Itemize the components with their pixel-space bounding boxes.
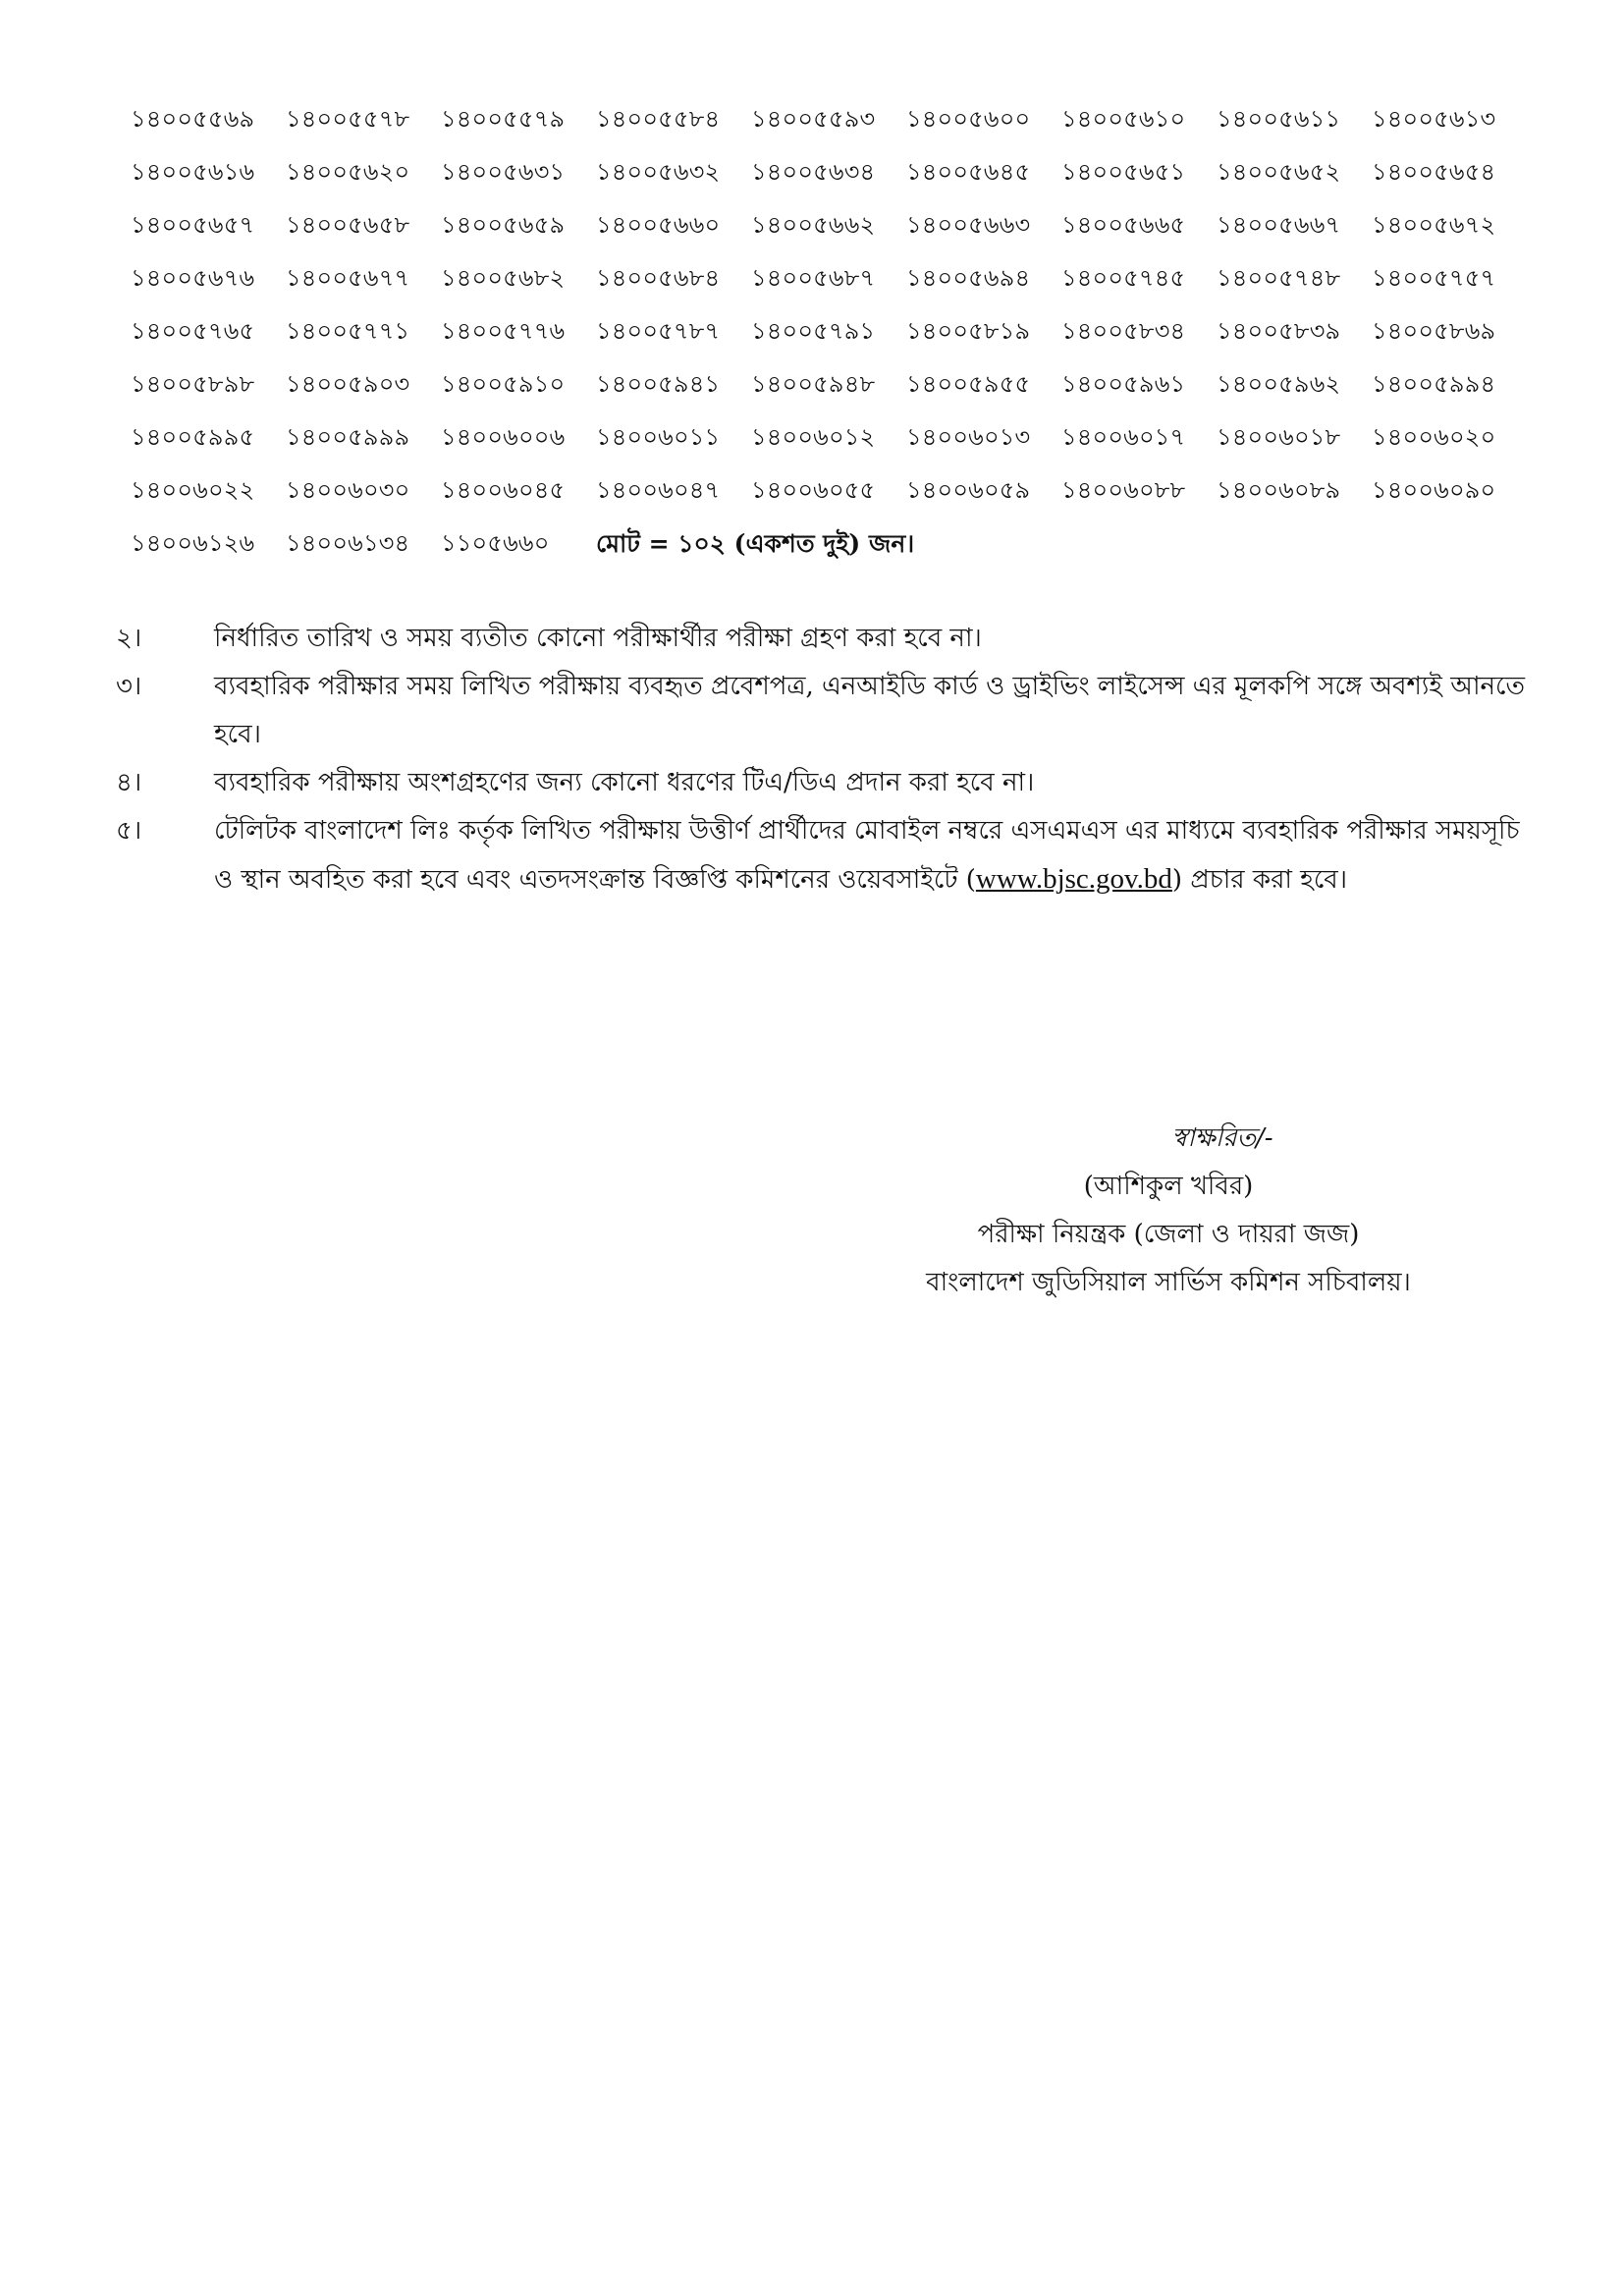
roll-number: ১৪০০৬০৪৭ — [596, 476, 721, 504]
instruction-number: ২। — [116, 624, 142, 653]
roll-number: ১৪০০৫৬৬৭ — [1217, 211, 1341, 239]
website-link[interactable]: www.bjsc.gov.bd — [975, 863, 1172, 895]
roll-number: ১৪০০৫৭৪৫ — [1061, 264, 1186, 292]
roll-number: ১৪০০৬০০৬ — [441, 423, 566, 451]
total-count: মোট = ১০২ (একশত দুই) জন। — [596, 528, 915, 558]
roll-number: ১৪০০৫৭৬৫ — [131, 317, 255, 345]
roll-number: ১৪০০৫৯৯৯ — [286, 423, 410, 451]
instruction-number: ৫। — [116, 816, 142, 846]
roll-number: ১৪০০৫৭৪৮ — [1217, 264, 1341, 292]
roll-number: ১৪০০৬০৩০ — [286, 476, 410, 504]
roll-number: ১৪০০৫৫৭৯ — [441, 105, 566, 133]
signed-mark: স্বাক্ষরিত/- — [1171, 1123, 1273, 1153]
roll-number: ১৪০০৬০৫৫ — [751, 476, 876, 504]
roll-number: ১৪০০৫৬৮৭ — [751, 264, 876, 292]
roll-number: ১৪০০৫৬১১ — [1217, 105, 1341, 133]
roll-number: ১৪০০৫৯৫৫ — [906, 370, 1031, 398]
roll-number: ১৪০০৫৬৫৮ — [286, 211, 410, 239]
roll-number: ১৪০০৫৬৪৫ — [906, 158, 1031, 186]
roll-number: ১৪০০৫৬৮৪ — [596, 264, 721, 292]
roll-number: ১৪০০৫৬৫২ — [1217, 158, 1341, 186]
roll-number: ১৪০০৫৯৬১ — [1061, 370, 1186, 398]
instruction-text — [214, 807, 1530, 904]
roll-number: ১৪০০৫৬৩১ — [441, 158, 566, 186]
roll-number: ১৪০০৫৮৩৪ — [1061, 317, 1186, 345]
roll-number: ১৪০০৬১৩৪ — [286, 529, 410, 557]
instruction-item — [116, 759, 1530, 807]
roll-number: ১৪০০৫৯৪১ — [596, 370, 721, 398]
instruction-item — [116, 663, 1530, 759]
roll-number: ১৪০০৫৬৫৪ — [1372, 158, 1496, 186]
roll-number: ১৪০০৫৬৩২ — [596, 158, 721, 186]
roll-number: ১৪০০৫৮১৯ — [906, 317, 1031, 345]
roll-row — [131, 253, 1525, 306]
signatory-designation: পরীক্ষা নিয়ন্ত্রক (জেলা ও দায়রা জজ) — [977, 1220, 1360, 1249]
roll-row — [131, 412, 1525, 465]
roll-row — [131, 147, 1525, 200]
roll-number: ১৪০০৫৬১০ — [1061, 105, 1186, 133]
roll-number: ১৪০০৫৮৬৯ — [1372, 317, 1496, 345]
roll-number: ১৪০০৫৭৮৭ — [596, 317, 721, 345]
roll-number: ১৪০০৫৯১০ — [441, 370, 566, 398]
signatory-name: (আশিকুল খবির) — [1083, 1172, 1254, 1201]
instruction-text: নির্ধারিত তারিখ ও সময় ব্যতীত কোনো পরীক্ষার্থীর পরীক্ষা গ্রহণ করা হবে না। — [214, 624, 982, 653]
roll-number: ১৪০০৬০১৭ — [1061, 423, 1186, 451]
roll-number: ১৪০০৬১২৬ — [131, 529, 255, 557]
roll-number: ১৪০০৫৬৯৪ — [906, 264, 1031, 292]
roll-number: ১৪০০৫৭৯১ — [751, 317, 876, 345]
roll-number: ১৪০০৫৬১৩ — [1372, 105, 1496, 133]
signature-block — [864, 1115, 1473, 1307]
roll-number: ১৪০০৬০৮৯ — [1217, 476, 1341, 504]
instruction-number: ৪। — [116, 768, 142, 797]
roll-number: ১৪০০৫৮৯৮ — [131, 370, 255, 398]
roll-number: ১৪০০৫৬০০ — [906, 105, 1031, 133]
roll-number: ১৪০০৫৮৩৯ — [1217, 317, 1341, 345]
roll-number: ১৪০০৫৭৭৬ — [441, 317, 566, 345]
roll-number: ১৪০০৫৫৬৯ — [131, 105, 255, 133]
roll-number: ১৪০০৫৬৫৭ — [131, 211, 255, 239]
roll-row — [131, 306, 1525, 359]
roll-number: ১৪০০৫৯৯৫ — [131, 423, 255, 451]
roll-row — [131, 359, 1525, 412]
instructions-list — [116, 615, 1530, 904]
roll-number: ১৪০০৬০১২ — [751, 423, 876, 451]
roll-number: ১১০৫৬৬০ — [441, 529, 550, 557]
roll-row — [131, 465, 1525, 519]
roll-number: ১৪০০৫৬৬৩ — [906, 211, 1031, 239]
roll-row — [131, 519, 1525, 572]
roll-number: ১৪০০৫৬৬০ — [596, 211, 721, 239]
roll-number: ১৪০০৫৯০৩ — [286, 370, 410, 398]
roll-number: ১৪০০৫৬৫৯ — [441, 211, 566, 239]
roll-number: ১৪০০৫৫৮৪ — [596, 105, 721, 133]
roll-number: ১৪০০৫৫৭৮ — [286, 105, 410, 133]
roll-number: ১৪০০৫৭৫৭ — [1372, 264, 1496, 292]
roll-row — [131, 200, 1525, 253]
roll-number: ১৪০০৫৬৫১ — [1061, 158, 1186, 186]
roll-number: ১৪০০৬০১৩ — [906, 423, 1031, 451]
instruction-text-before: টেলিটক বাংলাদেশ লিঃ কর্তৃক লিখিত পরীক্ষায় উত্তীর্ণ প্রার্থীদের মোবাইল নম্বরে এসএমএস এর মাধ্যমে ব্যবহারিক পরীক্ষার সময়সূচি ও স্থান অবহিত করা হবে এবং এতদসংক্রান্ত বিজ্ঞপ্তি কমিশনের ওয়েবসাইটে ( — [214, 816, 1520, 895]
roll-number: ১৪০০৫৬৮২ — [441, 264, 566, 292]
instruction-text: ব্যবহারিক পরীক্ষার সময় লিখিত পরীক্ষায় ব্যবহৃত প্রবেশপত্র, এনআইডি কার্ড ও ড্রাইভিং লাইসেন্স এর মূলকপি সঙ্গে অবশ্যই আনতে হবে। — [214, 672, 1526, 749]
roll-number: ১৪০০৬০৫৯ — [906, 476, 1031, 504]
roll-number: ১৪০০৬০৯০ — [1372, 476, 1496, 504]
roll-number: ১৪০০৫৬৩৪ — [751, 158, 876, 186]
roll-number: ১৪০০৫৬৭৬ — [131, 264, 255, 292]
instruction-item — [116, 615, 1530, 663]
roll-number: ১৪০০৬০৮৮ — [1061, 476, 1186, 504]
roll-number: ১৪০০৬০২২ — [131, 476, 255, 504]
roll-number: ১৪০০৫৯৪৮ — [751, 370, 876, 398]
signatory-office: বাংলাদেশ জুডিসিয়াল সার্ভিস কমিশন সচিবালয়। — [926, 1268, 1411, 1297]
roll-number: ১৪০০৫৬২০ — [286, 158, 410, 186]
instruction-text-after: ) প্রচার করা হবে। — [1171, 865, 1348, 895]
roll-number: ১৪০০৬০২০ — [1372, 423, 1496, 451]
roll-number: ১৪০০৫৬৭২ — [1372, 211, 1496, 239]
roll-number-grid — [131, 94, 1525, 572]
roll-number: ১৪০০৬০১৮ — [1217, 423, 1341, 451]
roll-number: ১৪০০৫৬৬২ — [751, 211, 876, 239]
roll-number: ১৪০০৫৭৭১ — [286, 317, 410, 345]
instruction-text: ব্যবহারিক পরীক্ষায় অংশগ্রহণের জন্য কোনো ধরণের টিএ/ডিএ প্রদান করা হবে না। — [214, 768, 1035, 797]
roll-number: ১৪০০৫৬১৬ — [131, 158, 255, 186]
instruction-item — [116, 807, 1530, 904]
roll-number: ১৪০০৫৬৭৭ — [286, 264, 410, 292]
roll-number: ১৪০০৬০৪৫ — [441, 476, 566, 504]
roll-number: ১৪০০৫৬৬৫ — [1061, 211, 1186, 239]
roll-number: ১৪০০৫৯৯৪ — [1372, 370, 1496, 398]
roll-number: ১৪০০৫৫৯৩ — [751, 105, 876, 133]
roll-row — [131, 94, 1525, 147]
roll-number: ১৪০০৬০১১ — [596, 423, 721, 451]
roll-number: ১৪০০৫৯৬২ — [1217, 370, 1341, 398]
instruction-number: ৩। — [116, 672, 142, 701]
